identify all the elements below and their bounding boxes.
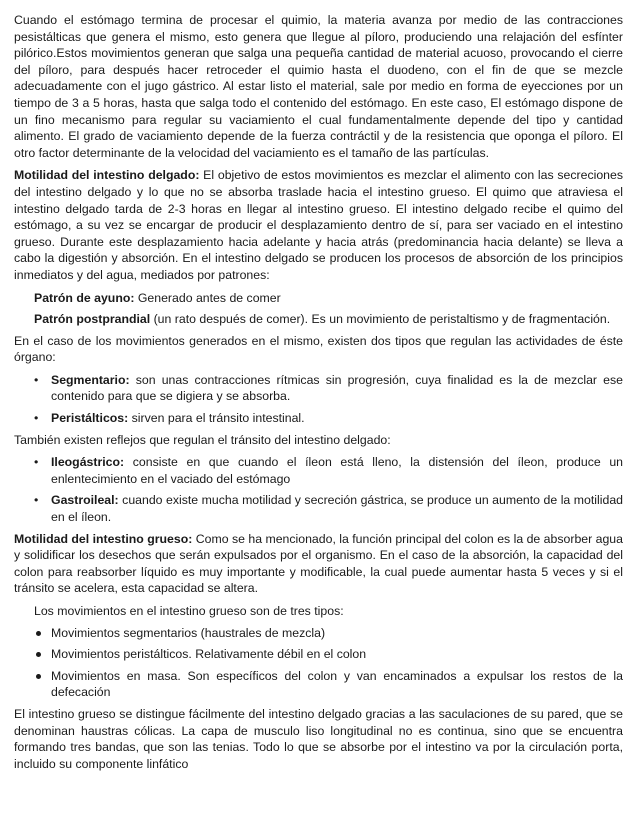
list-item: Movimientos en masa. Son específicos del colon y van encaminados a expulsar los restos de la defecación bbox=[14, 668, 623, 701]
bullet-icon: • bbox=[34, 372, 39, 387]
large-intestine-movements-list bbox=[14, 625, 623, 701]
list-item: • Gastroileal: cuando existe mucha motilidad y secreción gástrica, se produce un aumento de la motilidad en el íleon. bbox=[34, 493, 623, 525]
list-item: • Ileogástrico: consiste en que cuando el íleon está lleno, la distensión del íleon, produce un enlentecimiento en el vaciado del estómago bbox=[34, 455, 623, 486]
bullet-icon: • bbox=[34, 493, 39, 508]
list-item: Movimientos segmentarios (haustrales de mezcla) bbox=[14, 625, 623, 642]
bullet-icon: • bbox=[34, 411, 39, 426]
paragraph-small-intestine: Motilidad del intestino delgado: El objetivo de estos movimientos es mezclar el alimento con las secreciones del intestino delgado y lo que no se absorba traslade hacia el intestino grueso. El quimo que atraviesa el intestino delgado tarda de 2-3 horas en llegar al intestino grueso. El intestino delgado recibe el quimo del estómago, a su vez se encargar de producir el desplazamiento dentro de sí, para ser vaciado en el intestino grueso. Durante este desplazamiento hacia adelante y hacia atrás (predominancia hacia delante) se lleva a cabo la digestión y absorción. En el intestino delgado se producen los procesos de absorción de los principios inmediatos y del agua, mediados por patrones: bbox=[14, 168, 623, 282]
bullet-icon: • bbox=[34, 455, 39, 470]
paragraph-reflexes: También existen reflejos que regulan el tránsito del intestino delgado: bbox=[14, 432, 391, 447]
bullet-icon bbox=[36, 674, 41, 679]
list-item: • Peristálticos: sirven para el tránsito intestinal. bbox=[34, 411, 305, 426]
heading-small-intestine: Motilidad del intestino delgado: bbox=[14, 168, 200, 183]
pattern-postprandial: Patrón postprandial (un rato después de comer). Es un movimiento de peristaltismo y de fragmentación. bbox=[34, 312, 611, 327]
list-item: Movimientos peristálticos. Relativamente débil en el colon bbox=[14, 646, 623, 663]
paragraph-large-intestine: Motilidad del intestino grueso: Como se ha mencionado, la función principal del colon es la de absorber agua y solidificar los desechos que serán expulsados por el organismo. En el caso de la absorción, la capacidad del colon para reabsorber líquido es muy importante y modificable, la cual puede aumentar hasta 5 veces y si el tránsito se acelera, esta capacidad se altera. bbox=[14, 531, 623, 596]
movement-types-list bbox=[14, 372, 623, 427]
paragraph-three-types: Los movimientos en el intestino grueso son de tres tipos: bbox=[34, 604, 344, 618]
pattern-fasting: Patrón de ayuno: Generado antes de comer bbox=[34, 290, 281, 305]
paragraph-movement-types: En el caso de los movimientos generados en el mismo, existen dos tipos que regulan las actividades de éste órgano: bbox=[14, 333, 623, 365]
heading-large-intestine: Motilidad del intestino grueso: bbox=[14, 531, 193, 546]
list-item: • Segmentario: son unas contracciones rítmicas sin progresión, cuya finalidad es la de mezclar ese contenido para que se digiera y se absorba. bbox=[34, 372, 623, 404]
paragraph-gastric-emptying: Cuando el estómago termina de procesar el quimio, la materia avanza por medio de las contracciones pesistálticas que genera el mismo, esto genera que llegue al píloro, produciendo una relajación del esfínter pilórico.Estos movimientos generan que salga una pequeña cantidad de material acuoso, provocando el cierre del píloro, para después hacer retroceder el quimio hasta el duodeno, con el fin de que se mezcle adecuadamente con el jugo gástrico. Al estar listo el material, sale por medio en forma de eyecciones por un tiempo de 3 a 5 horas, hasta que salga todo el contenido del estómago. En este caso, El estómago dispone de un fino mecanismo para regular su vaciamiento el cual fundamentalmente depende del tipo y cantidad alimento. El grado de vaciamiento depende de la fuerza contráctil y de la resistencia que oponga el píloro. El otro factor determinante de la velocidad del vaciamiento es el tamaño de las partículas. bbox=[14, 13, 623, 160]
bullet-icon bbox=[36, 631, 41, 636]
paragraph-haustras: El intestino grueso se distingue fácilmente del intestino delgado gracias a las saculaciones de su pared, que se denominan haustras cólicas. La capa de musculo liso longitudinal no es continua, sino que se encuentra formando tres bandas, que son las tenias. Todo lo que se absorbe por el intestino va por la circulación porta, incluido su componente linfático bbox=[14, 706, 623, 771]
reflexes-list bbox=[14, 454, 623, 525]
bullet-icon bbox=[36, 652, 41, 657]
